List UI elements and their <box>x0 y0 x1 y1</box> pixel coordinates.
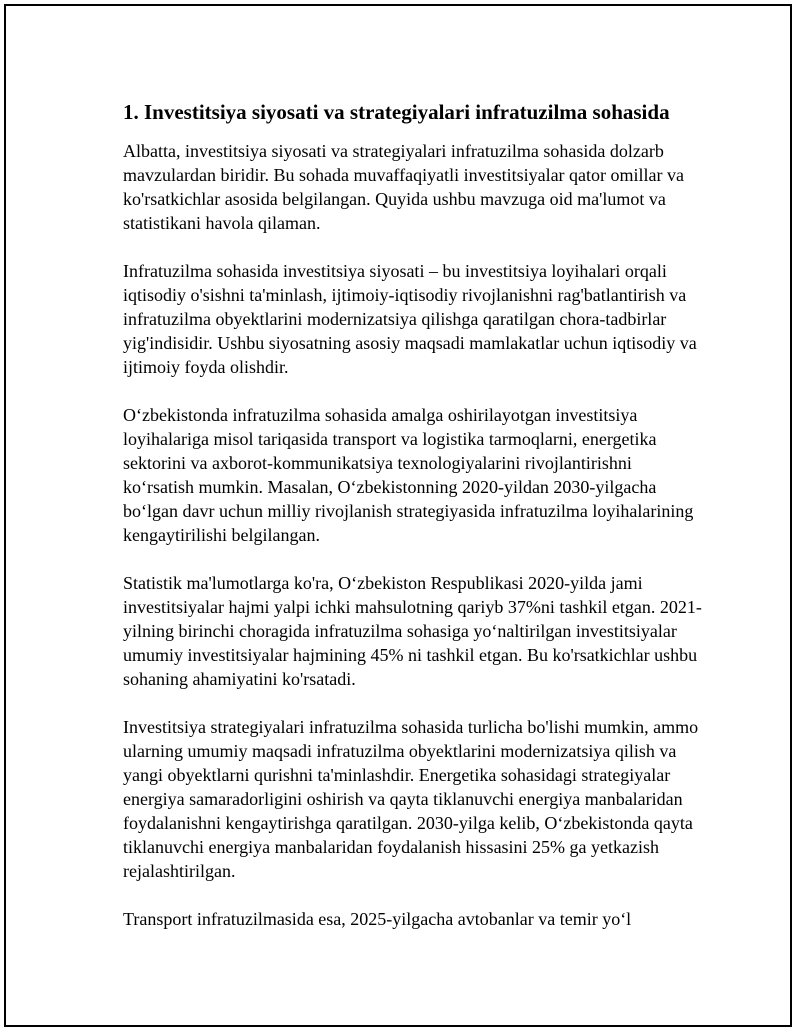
paragraph-strategies: Investitsiya strategiyalari infratuzilma sohasida turlicha bo'lishi mumkin, ammo ularning umumiy maqsadi infratuzilma obyektlarini modernizatsiya qilish va yangi obyektlarni qurishni ta'minlashdir. Energetika sohasidagi strategiyalar energiya samaradorligini oshirish va qayta tiklanuvchi energiya manbalaridan foydalanishni kengaytirishga qaratilgan. 2030-yilga kelib, O‘zbekistonda qayta tiklanuvchi energiya manbalaridan foydalanish hissasini 25% ga yetkazish rejalashtirilgan. <box>123 717 699 881</box>
paragraph-transport: Transport infratuzilmasida esa, 2025-yilgacha avtobanlar va temir yo‘l <box>123 909 632 929</box>
paragraph-uzbekistan-projects: O‘zbekistonda infratuzilma sohasida amalga oshirilayotgan investitsiya loyihalariga misol tariqasida transport va logistika tarmoqlarni, energetika sektorini va axborot-kommunikatsiya texnologiyalarini rivojlantirishni ko‘rsatish mumkin. Masalan, O‘zbekistonning 2020-yildan 2030-yilgacha bo‘lgan davr uchun milliy rivojlanish strategiyasida infratuzilma loyihalarining kengaytirilishi belgilangan. <box>123 405 694 545</box>
paragraph-statistics: Statistik ma'lumotlarga ko'ra, O‘zbekiston Respublikasi 2020-yilda jami investitsiyalar hajmi yalpi ichki mahsulotning qariyb 37%ni tashkil etgan. 2021-yilning birinchi choragida infratuzilma sohasiga yo‘naltirilgan investitsiyalar umumiy investitsiyalar hajmining 45% ni tashkil etgan. Bu ko'rsatkichlar ushbu sohaning ahamiyatini ko'rsatadi. <box>123 573 702 689</box>
paragraph-intro: Albatta, investitsiya siyosati va strategiyalari infratuzilma sohasida dolzarb mavzulardan biridir. Bu sohada muvaffaqiyatli investitsiyalar qator omillar va ko'rsatkichlar asosida belgilangan. Quyida ushbu mavzuga oid ma'lumot va statistikani havola qilaman. <box>123 141 685 233</box>
document-body <box>123 96 703 955</box>
section-heading: 1. Investitsiya siyosati va strategiyalari infratuzilma sohasida <box>123 100 670 124</box>
paragraph-definition: Infratuzilma sohasida investitsiya siyosati – bu investitsiya loyihalari orqali iqtisodiy o'sishni ta'minlash, ijtimoiy-iqtisodiy rivojlanishni rag'batlantirish va infratuzilma obyektlarini modernizatsiya qilishga qaratilgan chora-tadbirlar yig'indisidir. Ushbu siyosatning asosiy maqsadi mamlakatlar uchun iqtisodiy va ijtimoiy foyda olishdir. <box>123 261 697 377</box>
page-frame <box>4 4 792 1027</box>
